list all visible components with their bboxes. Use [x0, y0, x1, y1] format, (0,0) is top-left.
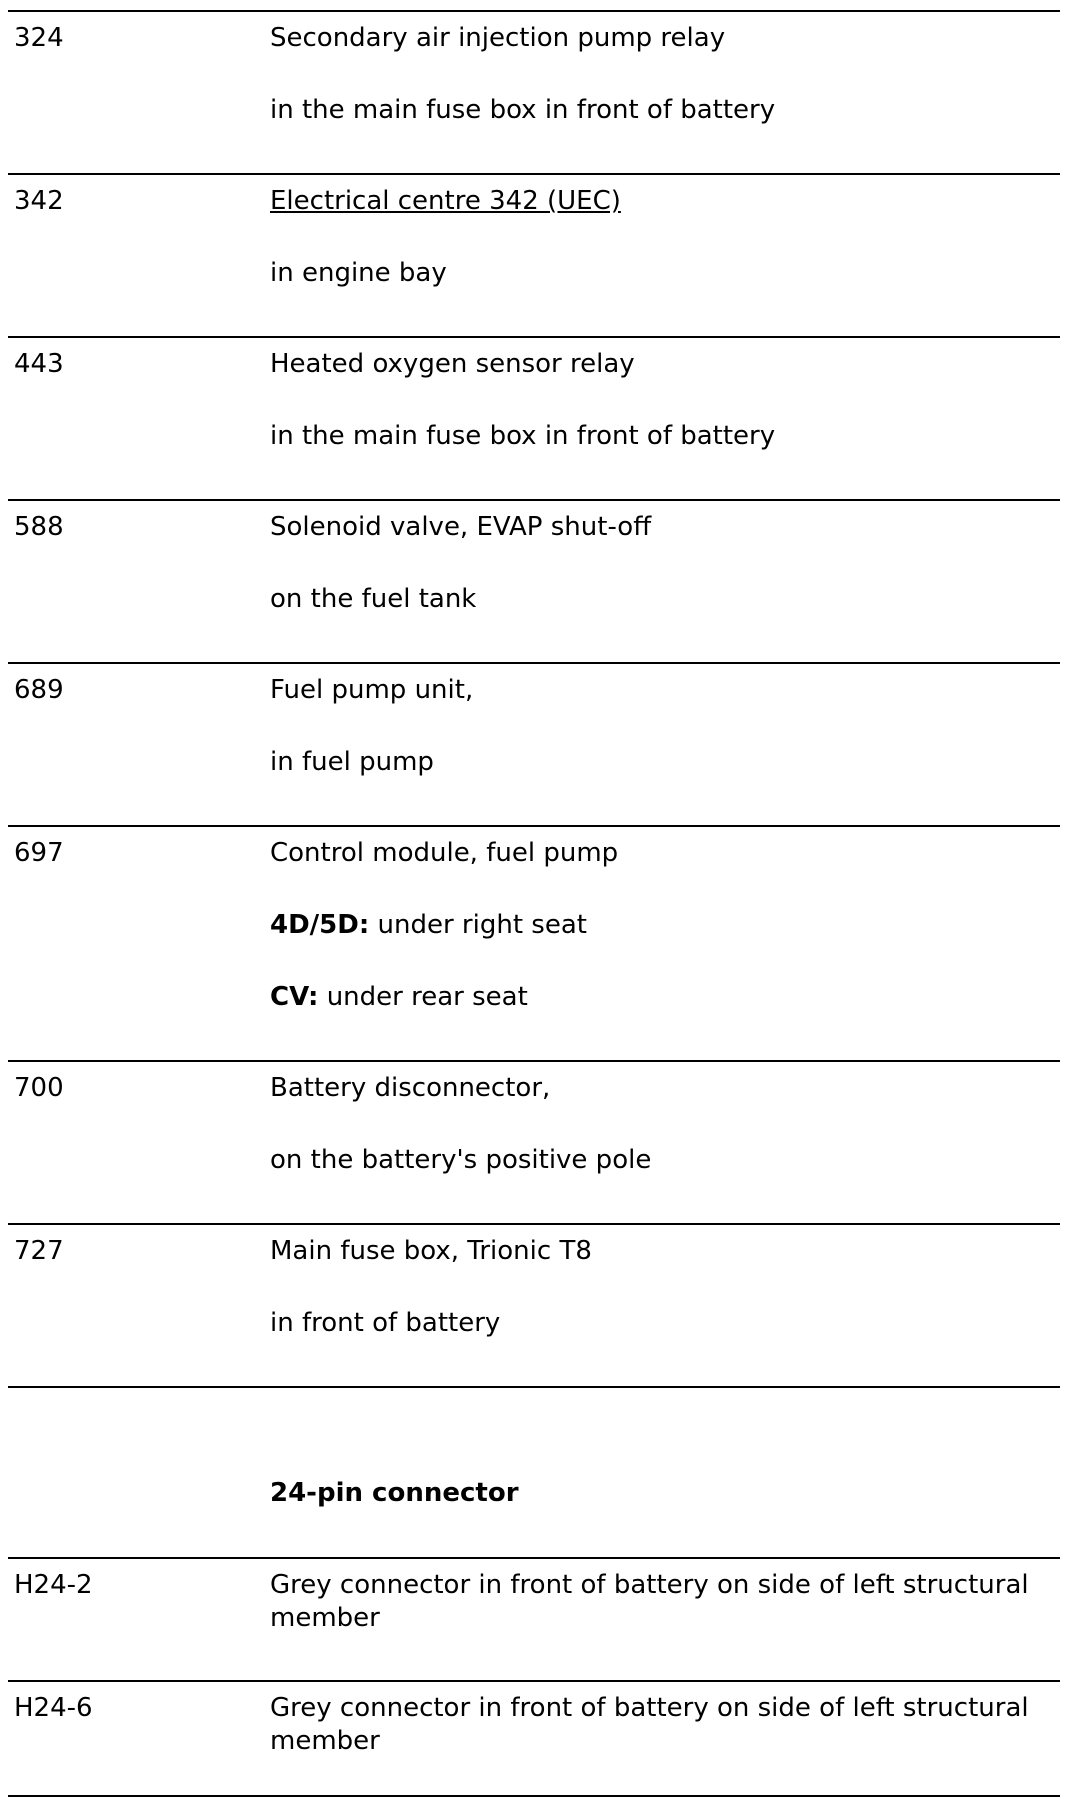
connector-id: H24-2	[14, 1570, 93, 1600]
divider	[8, 825, 1060, 827]
component-location: in front of battery	[270, 1308, 501, 1338]
component-location: on the battery's positive pole	[270, 1145, 652, 1175]
divider	[8, 1060, 1060, 1062]
component-location: in fuel pump	[270, 747, 434, 777]
component-number: 342	[14, 186, 64, 216]
component-description: Heated oxygen sensor relay	[270, 349, 635, 379]
component-description: Fuel pump unit,	[270, 675, 474, 705]
component-location: in engine bay	[270, 258, 447, 288]
component-description: Control module, fuel pump	[270, 838, 619, 868]
divider	[8, 662, 1060, 664]
component-location: on the fuel tank	[270, 584, 477, 614]
component-description: Secondary air injection pump relay	[270, 23, 726, 53]
component-number: 588	[14, 512, 64, 542]
component-number: 697	[14, 838, 64, 868]
variant-label: CV:	[270, 982, 319, 1012]
divider	[8, 1680, 1060, 1682]
divider	[8, 499, 1060, 501]
component-number: 443	[14, 349, 64, 379]
divider	[8, 173, 1060, 175]
component-location: in the main fuse box in front of battery	[270, 421, 776, 451]
connector-description: Grey connector in front of battery on side of left structural member	[270, 1570, 1029, 1633]
electrical-centre-link[interactable]: Electrical centre 342 (UEC)	[270, 186, 621, 216]
connector-description: Grey connector in front of battery on side of left structural member	[270, 1693, 1029, 1756]
divider	[8, 1223, 1060, 1225]
divider	[8, 1386, 1060, 1388]
component-number: 700	[14, 1073, 64, 1103]
variant-location	[270, 909, 587, 941]
connector-id: H24-6	[14, 1693, 93, 1723]
variant-location	[270, 981, 528, 1013]
divider	[8, 1557, 1060, 1559]
component-description: Battery disconnector,	[270, 1073, 551, 1103]
variant-text: under right seat	[369, 910, 587, 940]
divider	[8, 336, 1060, 338]
component-number: 689	[14, 675, 64, 705]
component-number: 727	[14, 1236, 64, 1266]
variant-label: 4D/5D:	[270, 910, 370, 940]
section-heading: 24-pin connector	[270, 1478, 519, 1508]
component-description: Solenoid valve, EVAP shut-off	[270, 512, 652, 542]
component-location: in the main fuse box in front of battery	[270, 95, 776, 125]
component-number: 324	[14, 23, 64, 53]
divider	[8, 10, 1060, 12]
variant-text: under rear seat	[318, 982, 528, 1012]
component-description: Main fuse box, Trionic T8	[270, 1236, 592, 1266]
